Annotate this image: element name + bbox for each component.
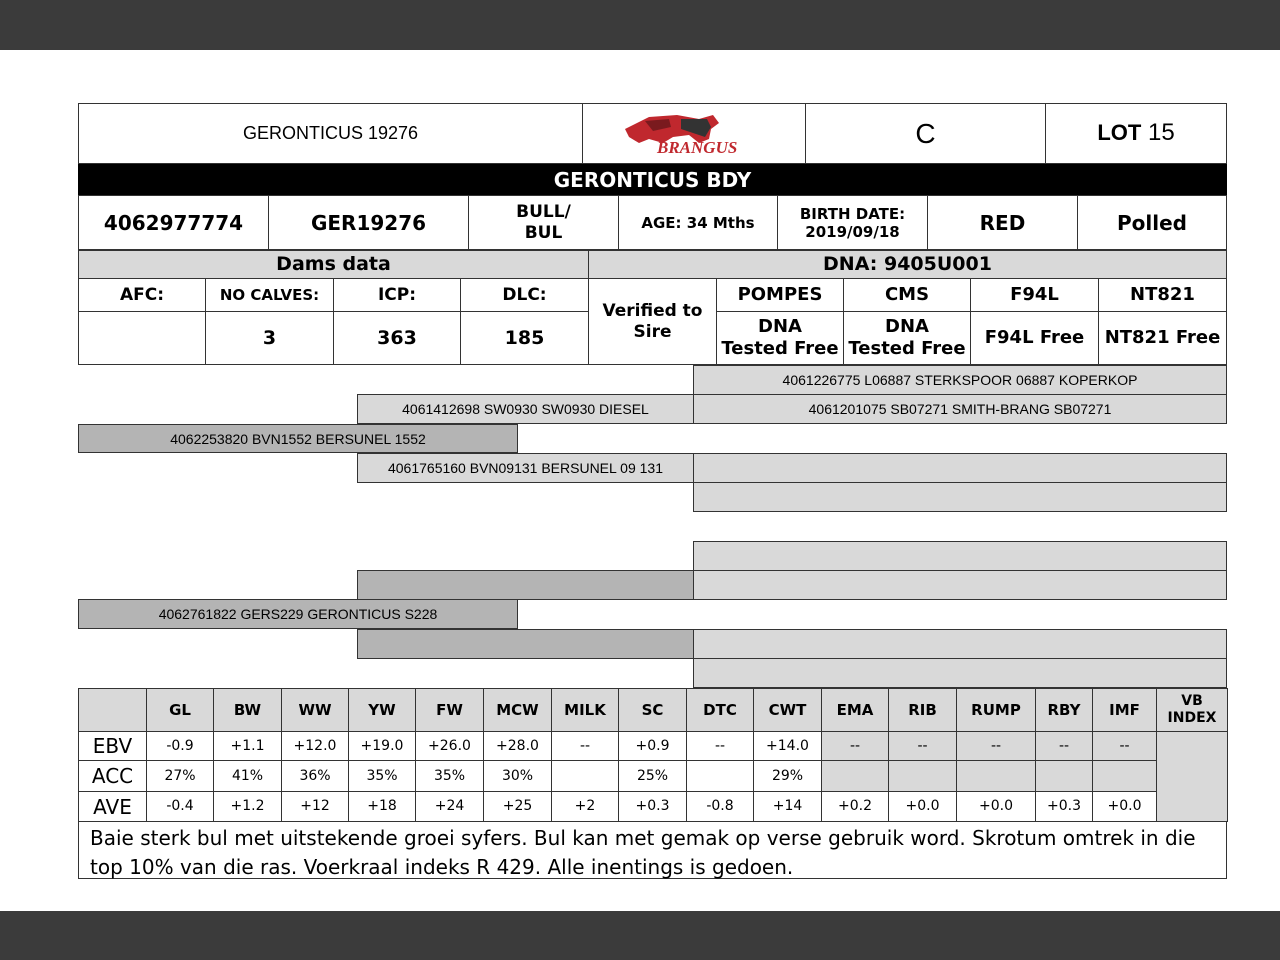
dams-title-text: Dams data: [276, 253, 391, 276]
ebv-acc-rby: [1035, 760, 1093, 792]
dlc-value-cell: [460, 311, 589, 365]
cms-result: [843, 311, 971, 365]
ebv-header-ema-text: EMA: [836, 701, 874, 719]
ebv-ave-cwt: [753, 791, 822, 822]
ebv-acc-fw-text: 35%: [433, 767, 466, 784]
ebv-row-label-ebv: [78, 731, 147, 761]
no-calves-value: 3: [262, 326, 277, 349]
ebv-header-bw: [213, 688, 282, 732]
horn-cell: [1077, 195, 1227, 250]
ebv-ave-fw: [415, 791, 484, 822]
icp-value: 363: [377, 326, 417, 349]
verified-line2: Sire: [633, 321, 672, 342]
verified-line1: Verified to: [602, 301, 703, 322]
ebv-ave-rby: [1035, 791, 1093, 822]
lot-cell: [1045, 103, 1227, 164]
comment-box: [78, 821, 1227, 879]
no-calves-value-cell: [205, 311, 334, 365]
grade-cell: [805, 103, 1046, 164]
pedigree-sire-dam-sire: [693, 453, 1227, 483]
ebv-ebv-milk: [551, 731, 619, 761]
no-calves-header: [205, 278, 334, 312]
ebv-acc-yw: [348, 760, 416, 792]
ebv-header-imf-text: IMF: [1109, 701, 1140, 719]
pedigree-sire-dam: [357, 453, 694, 483]
animal-name-bar: [78, 164, 1227, 195]
cms-result-line1: DNA: [885, 316, 929, 338]
dna-title-text: DNA: 9405U001: [823, 253, 992, 276]
ebv-ebv-gl-text: -0.9: [166, 737, 194, 754]
no-calves-label: NO CALVES:: [219, 286, 320, 304]
ebv-acc-rib: [888, 760, 957, 792]
pedigree-sire-dam-text: 4061765160 BVN09131 BERSUNEL 09 131: [387, 460, 664, 476]
ebv-ebv-rump: [956, 731, 1036, 761]
ebv-row-label-ave: [78, 791, 147, 822]
top-frame-bar: [0, 0, 1280, 50]
ebv-acc-ww: [281, 760, 349, 792]
ebv-ave-milk: [551, 791, 619, 822]
bottom-frame-bar: [0, 911, 1280, 960]
lot-number: 15: [1147, 119, 1175, 147]
birth-date: 2019/09/18: [805, 222, 900, 241]
ebv-acc-mcw: [483, 760, 552, 792]
ebv-header-imf: [1092, 688, 1157, 732]
icp-value-cell: [333, 311, 461, 365]
icp-label: ICP:: [377, 284, 417, 305]
pompes-result-line2: Tested Free: [721, 338, 839, 359]
reg-number-cell: [78, 195, 269, 250]
ebv-ave-mcw-text: +25: [502, 798, 533, 815]
ebv-ebv-sc-text: +0.9: [635, 737, 670, 754]
pedigree-sire-sire-dam: [693, 394, 1227, 424]
dna-title: [588, 250, 1227, 279]
grade: C: [915, 117, 936, 149]
ebv-ebv-gl: [146, 731, 214, 761]
cms-result-line2: Tested Free: [848, 338, 966, 359]
sex-line2: BUL: [524, 222, 563, 243]
f94l-label: F94L: [1010, 284, 1059, 306]
ebv-header-sc-text: SC: [641, 701, 664, 719]
color-value: RED: [979, 210, 1026, 235]
ebv-ave-rby-text: +0.3: [1047, 798, 1081, 815]
ebv-ebv-milk-text: --: [579, 737, 591, 754]
afc-label: AFC:: [119, 284, 165, 305]
pedigree-dam: [78, 599, 518, 629]
pedigree-dam-sire-sire: [693, 541, 1227, 571]
ebv-ave-ww-text: +12: [300, 798, 330, 815]
pedigree-dam-dam-sire: [693, 629, 1227, 659]
pedigree-sire-sire-sire-text: 4061226775 L06887 STERKSPOOR 06887 KOPERKOP: [782, 372, 1138, 388]
ebv-header-gl-text: GL: [169, 701, 191, 719]
ebv-ave-sc: [618, 791, 687, 822]
animal-name: GERONTICUS BDY: [553, 167, 752, 192]
ebv-ebv-rby: [1035, 731, 1093, 761]
ebv-header-mcw: [483, 688, 552, 732]
code-cell: [268, 195, 469, 250]
ebv-ebv-fw-text: +26.0: [428, 737, 471, 754]
ebv-ebv-mcw-text: +28.0: [496, 737, 539, 754]
ebv-ave-ww: [281, 791, 349, 822]
ebv-header-fw-text: FW: [436, 701, 463, 719]
pedigree-dam-sire-dam: [693, 570, 1227, 600]
ebv-header-cwt: [753, 688, 822, 732]
ebv-acc-cwt-text: 29%: [771, 767, 804, 784]
nt821-result-text: NT821 Free: [1104, 327, 1221, 349]
pompes-result-line1: DNA: [758, 316, 802, 338]
ebv-ave-ema: [821, 791, 889, 822]
pedigree-sire-sire-text: 4061412698 SW0930 SW0930 DIESEL: [402, 401, 649, 417]
pedigree-dam-text: 4062761822 GERS229 GERONTICUS S228: [158, 606, 438, 622]
ebv-header-gl: [146, 688, 214, 732]
pedigree-sire-text: 4062253820 BVN1552 BERSUNEL 1552: [170, 430, 426, 447]
ebv-ave-bw: [213, 791, 282, 822]
pompes-result: [716, 311, 844, 365]
ebv-ave-cwt-text: +14: [772, 798, 803, 815]
ebv-header-yw: [348, 688, 416, 732]
pompes-header: [716, 278, 844, 312]
ebv-ave-milk-text: +2: [574, 798, 596, 815]
reg-number: 4062977774: [103, 210, 244, 235]
ebv-ave-dtc-text: -0.8: [706, 798, 734, 815]
birth-date-label: BIRTH DATE:: [799, 204, 906, 223]
ebv-ebv-bw: [213, 731, 282, 761]
ebv-ebv-dtc-text: --: [714, 737, 726, 754]
color-cell: [927, 195, 1078, 250]
ebv-ave-sc-text: +0.3: [635, 798, 670, 815]
ebv-ebv-ema-text: --: [849, 737, 861, 754]
ebv-vb-index-value: [1156, 731, 1228, 822]
afc-header: [78, 278, 206, 312]
ebv-row-label-acc: [78, 760, 147, 792]
name-code: GERONTICUS 19276: [242, 122, 419, 143]
ebv-header-ww-text: WW: [298, 701, 332, 719]
ebv-ebv-sc: [618, 731, 687, 761]
logo-wordmark: BRANGUS: [657, 137, 738, 157]
ebv-header-cwt-text: CWT: [768, 701, 807, 719]
ebv-acc-ema: [821, 760, 889, 792]
age-cell: [618, 195, 778, 250]
ebv-ave-imf-text: +0.0: [1107, 798, 1142, 815]
ebv-acc-rump: [956, 760, 1036, 792]
vb-index-line1: VB: [1181, 693, 1203, 710]
dlc-value: 185: [504, 326, 545, 349]
ebv-header-milk-text: MILK: [564, 701, 606, 719]
ebv-ebv-mcw: [483, 731, 552, 761]
ebv-acc-dtc: [686, 760, 754, 792]
ebv-acc-yw-text: 35%: [366, 767, 398, 784]
ebv-acc-sc-text: 25%: [636, 767, 669, 784]
pedigree-dam-sire: [357, 570, 694, 600]
ebv-ave-imf: [1092, 791, 1157, 822]
name-code-cell: [78, 103, 583, 164]
ebv-row-label-ave-text: AVE: [93, 794, 132, 819]
ebv-acc-milk: [551, 760, 619, 792]
brangus-logo: [619, 109, 769, 159]
ebv-header-rump-text: RUMP: [971, 701, 1021, 719]
ebv-header-milk: [551, 688, 619, 732]
ebv-header-sc: [618, 688, 687, 732]
pedigree-sire-sire-sire: [693, 365, 1227, 395]
f94l-result: [970, 311, 1099, 365]
ebv-acc-ww-text: 36%: [299, 767, 331, 784]
dlc-label: DLC:: [502, 284, 547, 305]
ebv-ave-gl: [146, 791, 214, 822]
cms-header: [843, 278, 971, 312]
ebv-ebv-yw-text: +19.0: [360, 737, 404, 754]
ebv-ebv-imf-text: --: [1119, 737, 1130, 754]
ebv-header-dtc: [686, 688, 754, 732]
icp-header: [333, 278, 461, 312]
ebv-ave-dtc: [686, 791, 754, 822]
ebv-ebv-yw: [348, 731, 416, 761]
ebv-row-label-acc-text: ACC: [91, 764, 134, 788]
ebv-ebv-bw-text: +1.1: [230, 737, 265, 754]
ebv-row-label-ebv-text: EBV: [92, 734, 133, 758]
ebv-header-vb-index: [1156, 688, 1228, 732]
ebv-acc-fw: [415, 760, 484, 792]
ebv-ebv-fw: [415, 731, 484, 761]
ebv-ebv-imf: [1092, 731, 1157, 761]
cms-label: CMS: [884, 284, 930, 306]
ebv-ave-rump: [956, 791, 1036, 822]
ebv-acc-bw: [213, 760, 282, 792]
ebv-acc-gl-text: 27%: [164, 767, 196, 784]
ebv-ebv-ww: [281, 731, 349, 761]
ebv-ave-rib-text: +0.0: [905, 798, 940, 815]
ebv-ave-yw-text: +18: [367, 798, 397, 815]
ebv-corner-cell: [78, 688, 147, 732]
ebv-ebv-ema: [821, 731, 889, 761]
lot-label: LOT: [1097, 120, 1142, 146]
pedigree-sire-sire-dam-text: 4061201075 SB07271 SMITH-BRANG SB07271: [808, 401, 1112, 417]
ebv-header-rby: [1035, 688, 1093, 732]
pedigree-sire-dam-dam: [693, 482, 1227, 512]
ebv-header-rib: [888, 688, 957, 732]
verified-to-sire-cell: [588, 278, 717, 365]
age: AGE: 34 Mths: [641, 213, 755, 232]
sex-cell: [468, 195, 619, 250]
f94l-header: [970, 278, 1099, 312]
ebv-ave-fw-text: +24: [434, 798, 465, 815]
ebv-ebv-dtc: [686, 731, 754, 761]
ebv-ave-ema-text: +0.2: [838, 798, 872, 815]
f94l-result-text: F94L Free: [984, 327, 1085, 349]
comment-text: Baie sterk bul met uitstekende groei syfers. Bul kan met gemak op verse gebruik word. Skrotum omtrek in die top 10% van die ras. Voerkraal indeks R 429. Alle inentings is gedoen.: [90, 826, 1196, 879]
ebv-header-yw-text: YW: [368, 701, 396, 719]
nt821-label: NT821: [1130, 284, 1195, 306]
pedigree-dam-dam: [357, 629, 694, 659]
ebv-ave-bw-text: +1.2: [230, 798, 265, 815]
pedigree-sire-sire: [357, 394, 694, 424]
ebv-acc-cwt: [753, 760, 822, 792]
ebv-acc-sc: [618, 760, 687, 792]
ebv-acc-imf: [1092, 760, 1157, 792]
ebv-ave-mcw: [483, 791, 552, 822]
ebv-header-rump: [956, 688, 1036, 732]
brangus-logo-cell: [582, 103, 806, 164]
ebv-ebv-rib-text: --: [917, 737, 928, 754]
birth-date-cell: [777, 195, 928, 250]
pedigree-sire: [78, 424, 518, 453]
sex-line1: BULL/: [516, 202, 571, 223]
ebv-header-rby-text: RBY: [1047, 701, 1081, 719]
ebv-header-mcw-text: MCW: [496, 701, 539, 719]
ebv-ebv-rib: [888, 731, 957, 761]
ebv-acc-bw-text: 41%: [231, 767, 264, 784]
dlc-header: [460, 278, 589, 312]
pompes-label: POMPES: [737, 284, 823, 306]
animal-code: GER19276: [310, 210, 427, 235]
vb-index-line2: INDEX: [1167, 710, 1217, 726]
ebv-ebv-cwt-text: +14.0: [766, 737, 809, 754]
ebv-ebv-ww-text: +12.0: [293, 737, 337, 754]
nt821-result: [1098, 311, 1227, 365]
horn-status: Polled: [1117, 210, 1187, 235]
ebv-acc-mcw-text: 30%: [501, 767, 534, 784]
ebv-header-ema: [821, 688, 889, 732]
ebv-ebv-rump-text: --: [990, 737, 1002, 754]
ebv-ave-gl-text: -0.4: [166, 798, 194, 815]
nt821-header: [1098, 278, 1227, 312]
ebv-ebv-rby-text: --: [1058, 737, 1070, 754]
ebv-ave-rump-text: +0.0: [979, 798, 1013, 815]
ebv-header-bw-text: BW: [233, 701, 262, 719]
dams-data-title: [78, 250, 589, 279]
ebv-header-ww: [281, 688, 349, 732]
ebv-ave-rib: [888, 791, 957, 822]
ebv-ave-yw: [348, 791, 416, 822]
ebv-header-dtc-text: DTC: [703, 701, 737, 719]
ebv-acc-gl: [146, 760, 214, 792]
ebv-ebv-cwt: [753, 731, 822, 761]
ebv-header-rib-text: RIB: [908, 701, 937, 719]
pedigree-dam-dam-dam: [693, 658, 1227, 688]
afc-value-cell: [78, 311, 206, 365]
ebv-header-fw: [415, 688, 484, 732]
